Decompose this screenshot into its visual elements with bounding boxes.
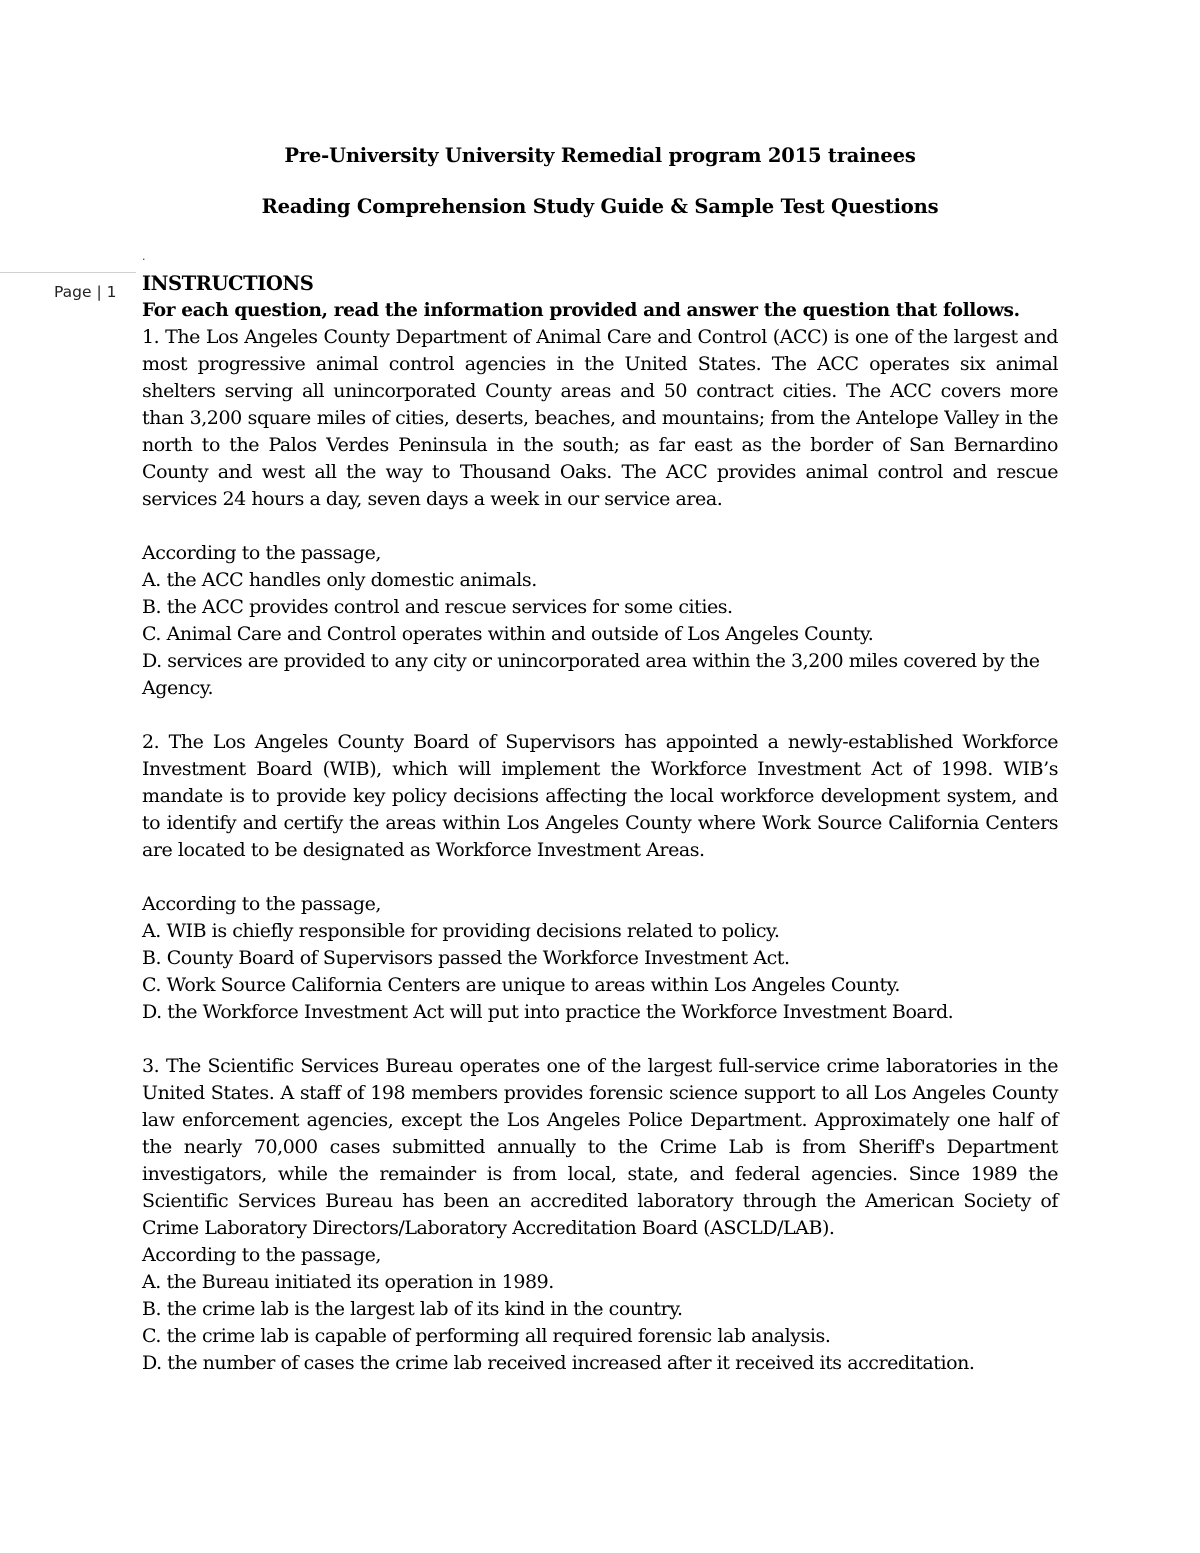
question-1-prompt: According to the passage, xyxy=(142,542,381,564)
question-1-option-b: B. the ACC provides control and rescue services for some cities. xyxy=(142,596,733,618)
question-2-option-c: C. Work Source California Centers are unique to areas within Los Angeles County. xyxy=(142,974,901,996)
question-2 xyxy=(142,729,1058,1026)
question-3-option-d: D. the number of cases the crime lab received increased after it received its accreditation. xyxy=(142,1352,975,1374)
question-1 xyxy=(142,324,1058,702)
question-3-option-b: B. the crime lab is the largest lab of its kind in the country. xyxy=(142,1298,683,1320)
document-subtitle: Reading Comprehension Study Guide & Sample Test Questions xyxy=(261,195,939,218)
question-2-option-b: B. County Board of Supervisors passed the Workforce Investment Act. xyxy=(142,947,790,969)
question-1-passage: 1. The Los Angeles County Department of Animal Care and Control (ACC) is one of the largest and most progressive animal control agencies in the United States. The ACC operates six animal shelters serving all unincorporated County areas and 50 contract cities. The ACC covers more than 3,200 square miles of cities, deserts, beaches, and mountains; from the Antelope Valley in the north to the Palos Verdes Peninsula in the south; as far east as the border of San Bernardino County and west all the way to Thousand Oaks. The ACC provides animal control and rescue services 24 hours a day, seven days a week in our service area. xyxy=(142,326,1058,510)
page-number-label: Page | 1 xyxy=(54,283,117,301)
question-2-option-d: D. the Workforce Investment Act will put into practice the Workforce Investment Board. xyxy=(142,1001,954,1023)
question-3-prompt: According to the passage, xyxy=(142,1244,381,1266)
question-3 xyxy=(142,1053,1058,1377)
question-2-option-a: A. WIB is chiefly responsible for providing decisions related to policy. xyxy=(142,920,780,942)
question-3-passage: 3. The Scientific Services Bureau operates one of the largest full-service crime laboratories in the United States. A staff of 198 members provides forensic science support to all Los Angeles County law enforcement agencies, except the Los Angeles Police Department. Approximately one half of the nearly 70,000 cases submitted annually to the Crime Lab is from Sheriff's Department investigators, while the remainder is from local, state, and federal agencies. Since 1989 the Scientific Services Bureau has been an accredited laboratory through the American Society of Crime Laboratory Directors/Laboratory Accreditation Board (ASCLD/LAB). xyxy=(142,1055,1058,1239)
question-1-option-c: C. Animal Care and Control operates within and outside of Los Angeles County. xyxy=(142,623,874,645)
question-3-option-a: A. the Bureau initiated its operation in 1989. xyxy=(142,1271,554,1293)
question-3-option-c: C. the crime lab is capable of performing all required forensic lab analysis. xyxy=(142,1325,831,1347)
question-1-option-a: A. the ACC handles only domestic animals. xyxy=(142,569,537,591)
document-body xyxy=(142,270,1058,1377)
stray-mark: . xyxy=(142,250,146,263)
header-divider xyxy=(0,272,136,273)
question-1-option-d: D. services are provided to any city or unincorporated area within the 3,200 miles covered by the Agency. xyxy=(142,650,1040,699)
question-2-passage: 2. The Los Angeles County Board of Supervisors has appointed a newly-established Workforce Investment Board (WIB), which will implement the Workforce Investment Act of 1998. WIB’s mandate is to provide key policy decisions affecting the local workforce development system, and to identify and certify the areas within Los Angeles County where Work Source California Centers are located to be designated as Workforce Investment Areas. xyxy=(142,731,1058,861)
instructions-text: For each question, read the information provided and answer the question that follows. xyxy=(142,300,1020,321)
document-title: Pre-University University Remedial program 2015 trainees xyxy=(284,144,916,167)
instructions-heading: INSTRUCTIONS xyxy=(142,272,314,295)
question-2-prompt: According to the passage, xyxy=(142,893,381,915)
